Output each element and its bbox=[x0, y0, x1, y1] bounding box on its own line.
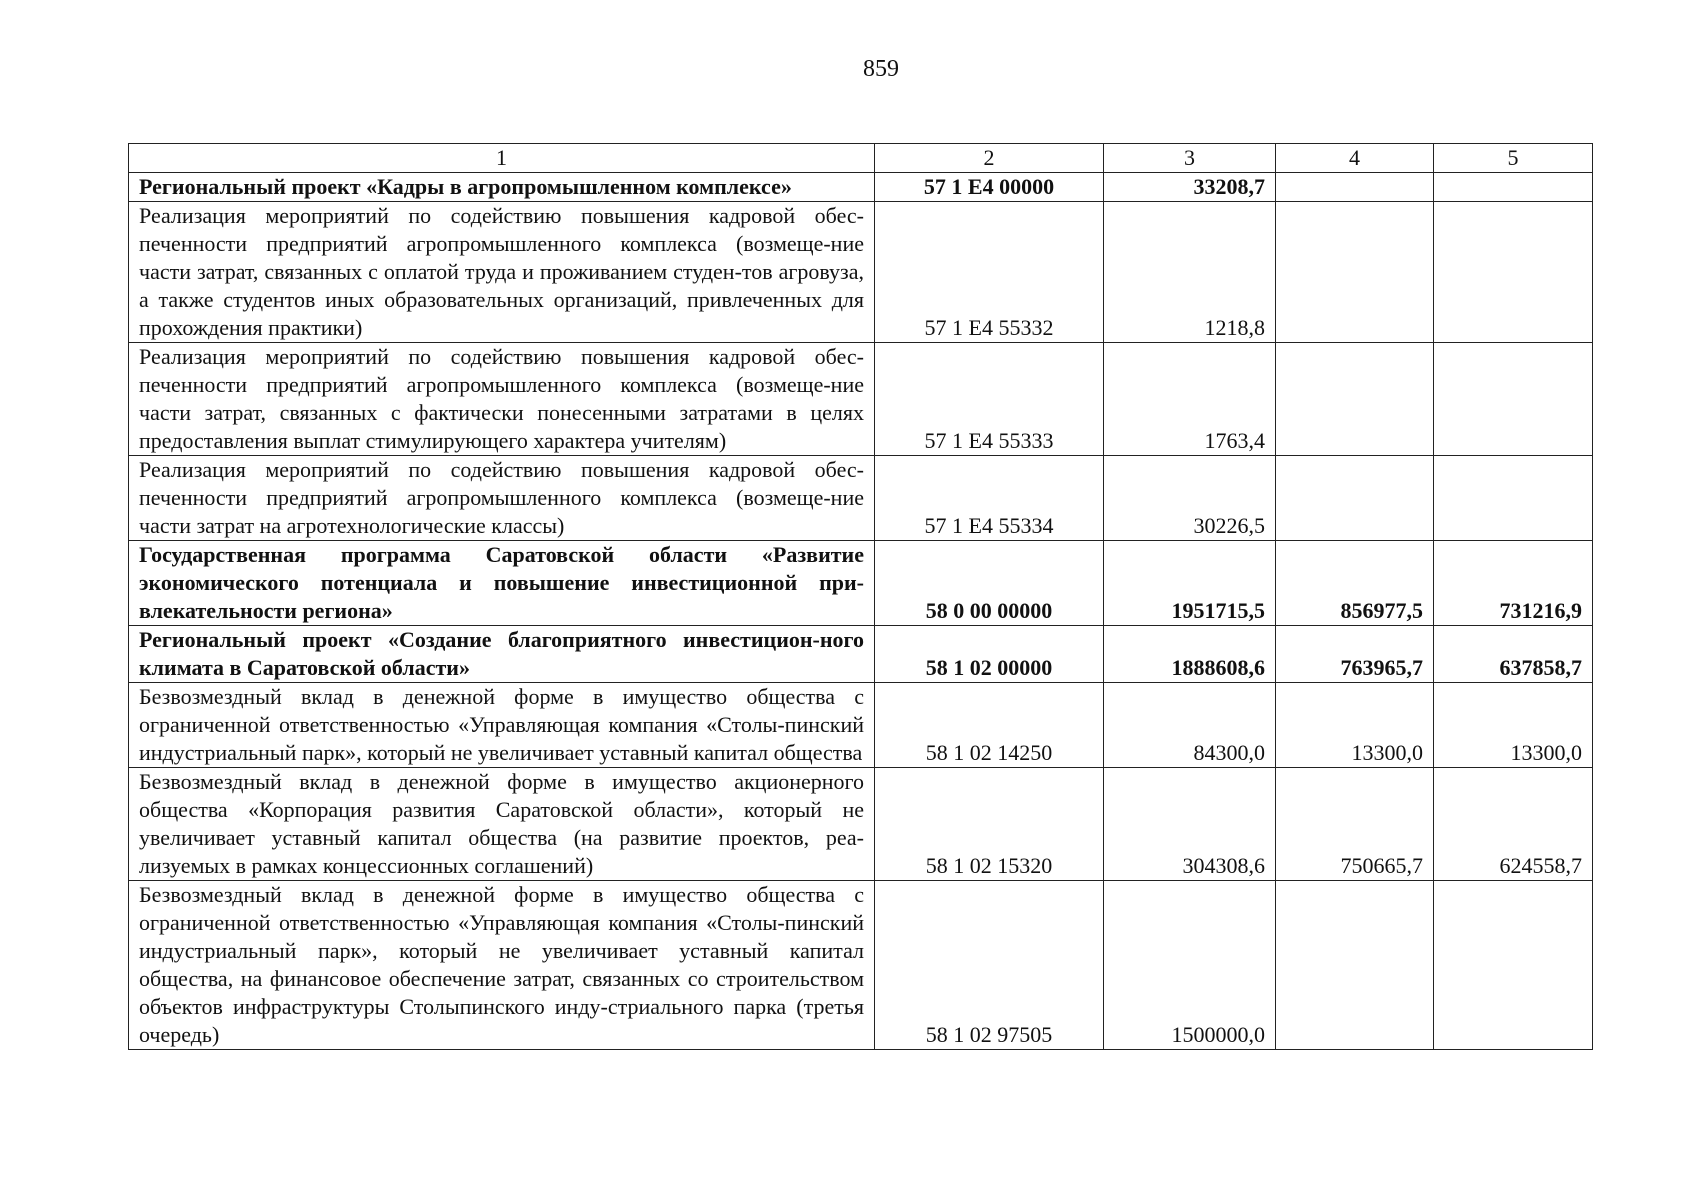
row-name-cell: Безвозмездный вклад в денежной форме в имущество общества с ограниченной ответственностью «Управляющая компания «Столы-пинский индустриальный парк», который не увеличивает уставный капитал общества, на финансовое обеспечение затрат, связанных со строительством объектов инфраструктуры Столыпинского инду-стриального парка (третья очередь) bbox=[129, 881, 875, 1050]
budget-table bbox=[128, 143, 1593, 1050]
row-value-col4-cell bbox=[1276, 343, 1434, 456]
row-value-col3-cell: 30226,5 bbox=[1104, 456, 1276, 541]
row-value-col3-cell: 84300,0 bbox=[1104, 683, 1276, 768]
row-value-col4-cell bbox=[1276, 881, 1434, 1050]
column-header: 3 bbox=[1104, 144, 1276, 173]
row-value-col5-cell: 624558,7 bbox=[1434, 768, 1593, 881]
row-name-cell: Безвозмездный вклад в денежной форме в имущество акционерного общества «Корпорация развития Саратовской области», который не увеличивает уставный капитал общества (на развитие проектов, реа-лизуемых в рамках концессионных соглашений) bbox=[129, 768, 875, 881]
page-number: 859 bbox=[863, 56, 899, 82]
row-value-col4-cell: 750665,7 bbox=[1276, 768, 1434, 881]
row-value-col5-cell: 637858,7 bbox=[1434, 626, 1593, 683]
row-code-cell: 57 1 E4 55332 bbox=[875, 202, 1104, 343]
table-header-row bbox=[129, 144, 1593, 173]
row-name-cell: Региональный проект «Создание благоприятного инвестицион-ного климата в Саратовской области» bbox=[129, 626, 875, 683]
table-row bbox=[129, 626, 1593, 683]
row-value-col5-cell bbox=[1434, 343, 1593, 456]
row-value-col5-cell: 731216,9 bbox=[1434, 541, 1593, 626]
row-code-cell: 58 0 00 00000 bbox=[875, 541, 1104, 626]
row-value-col3-cell: 1763,4 bbox=[1104, 343, 1276, 456]
column-header: 4 bbox=[1276, 144, 1434, 173]
row-code-cell: 57 1 E4 55334 bbox=[875, 456, 1104, 541]
column-header: 1 bbox=[129, 144, 875, 173]
row-value-col5-cell bbox=[1434, 881, 1593, 1050]
row-code-cell: 58 1 02 15320 bbox=[875, 768, 1104, 881]
row-value-col3-cell: 1500000,0 bbox=[1104, 881, 1276, 1050]
row-name-cell: Реализация мероприятий по содействию повышения кадровой обес-печенности предприятий агропромышленного комплекса (возмеще-ние части затрат на агротехнологические классы) bbox=[129, 456, 875, 541]
column-header: 2 bbox=[875, 144, 1104, 173]
table-row bbox=[129, 173, 1593, 202]
table-row bbox=[129, 541, 1593, 626]
table-row bbox=[129, 456, 1593, 541]
row-value-col5-cell bbox=[1434, 456, 1593, 541]
row-code-cell: 58 1 02 14250 bbox=[875, 683, 1104, 768]
row-name-cell: Реализация мероприятий по содействию повышения кадровой обес-печенности предприятий агропромышленного комплекса (возмеще-ние части затрат, связанных с фактически понесенными затратами в целях предоставления выплат стимулирующего характера учителям) bbox=[129, 343, 875, 456]
column-header: 5 bbox=[1434, 144, 1593, 173]
row-code-cell: 57 1 E4 00000 bbox=[875, 173, 1104, 202]
row-value-col4-cell bbox=[1276, 173, 1434, 202]
row-value-col3-cell: 304308,6 bbox=[1104, 768, 1276, 881]
table-row bbox=[129, 768, 1593, 881]
row-name-cell: Реализация мероприятий по содействию повышения кадровой обес-печенности предприятий агропромышленного комплекса (возмеще-ние части затрат, связанных с оплатой труда и проживанием студен-тов агровуза, а также студентов иных образовательных организаций, привлеченных для прохождения практики) bbox=[129, 202, 875, 343]
row-name-cell: Безвозмездный вклад в денежной форме в имущество общества с ограниченной ответственностью «Управляющая компания «Столы-пинский индустриальный парк», который не увеличивает уставный капитал общества bbox=[129, 683, 875, 768]
table-row bbox=[129, 683, 1593, 768]
row-value-col3-cell: 1888608,6 bbox=[1104, 626, 1276, 683]
row-code-cell: 58 1 02 97505 bbox=[875, 881, 1104, 1050]
row-value-col5-cell: 13300,0 bbox=[1434, 683, 1593, 768]
row-value-col5-cell bbox=[1434, 173, 1593, 202]
row-value-col4-cell bbox=[1276, 202, 1434, 343]
row-name-cell: Региональный проект «Кадры в агропромышленном комплексе» bbox=[129, 173, 875, 202]
row-value-col4-cell: 763965,7 bbox=[1276, 626, 1434, 683]
table-row bbox=[129, 202, 1593, 343]
row-value-col3-cell: 1951715,5 bbox=[1104, 541, 1276, 626]
table-row bbox=[129, 881, 1593, 1050]
row-code-cell: 58 1 02 00000 bbox=[875, 626, 1104, 683]
row-value-col4-cell: 856977,5 bbox=[1276, 541, 1434, 626]
row-code-cell: 57 1 E4 55333 bbox=[875, 343, 1104, 456]
row-name-cell: Государственная программа Саратовской области «Развитие экономического потенциала и повышение инвестиционной при-влекательности региона» bbox=[129, 541, 875, 626]
row-value-col3-cell: 33208,7 bbox=[1104, 173, 1276, 202]
row-value-col4-cell bbox=[1276, 456, 1434, 541]
row-value-col4-cell: 13300,0 bbox=[1276, 683, 1434, 768]
row-value-col3-cell: 1218,8 bbox=[1104, 202, 1276, 343]
row-value-col5-cell bbox=[1434, 202, 1593, 343]
table-row bbox=[129, 343, 1593, 456]
